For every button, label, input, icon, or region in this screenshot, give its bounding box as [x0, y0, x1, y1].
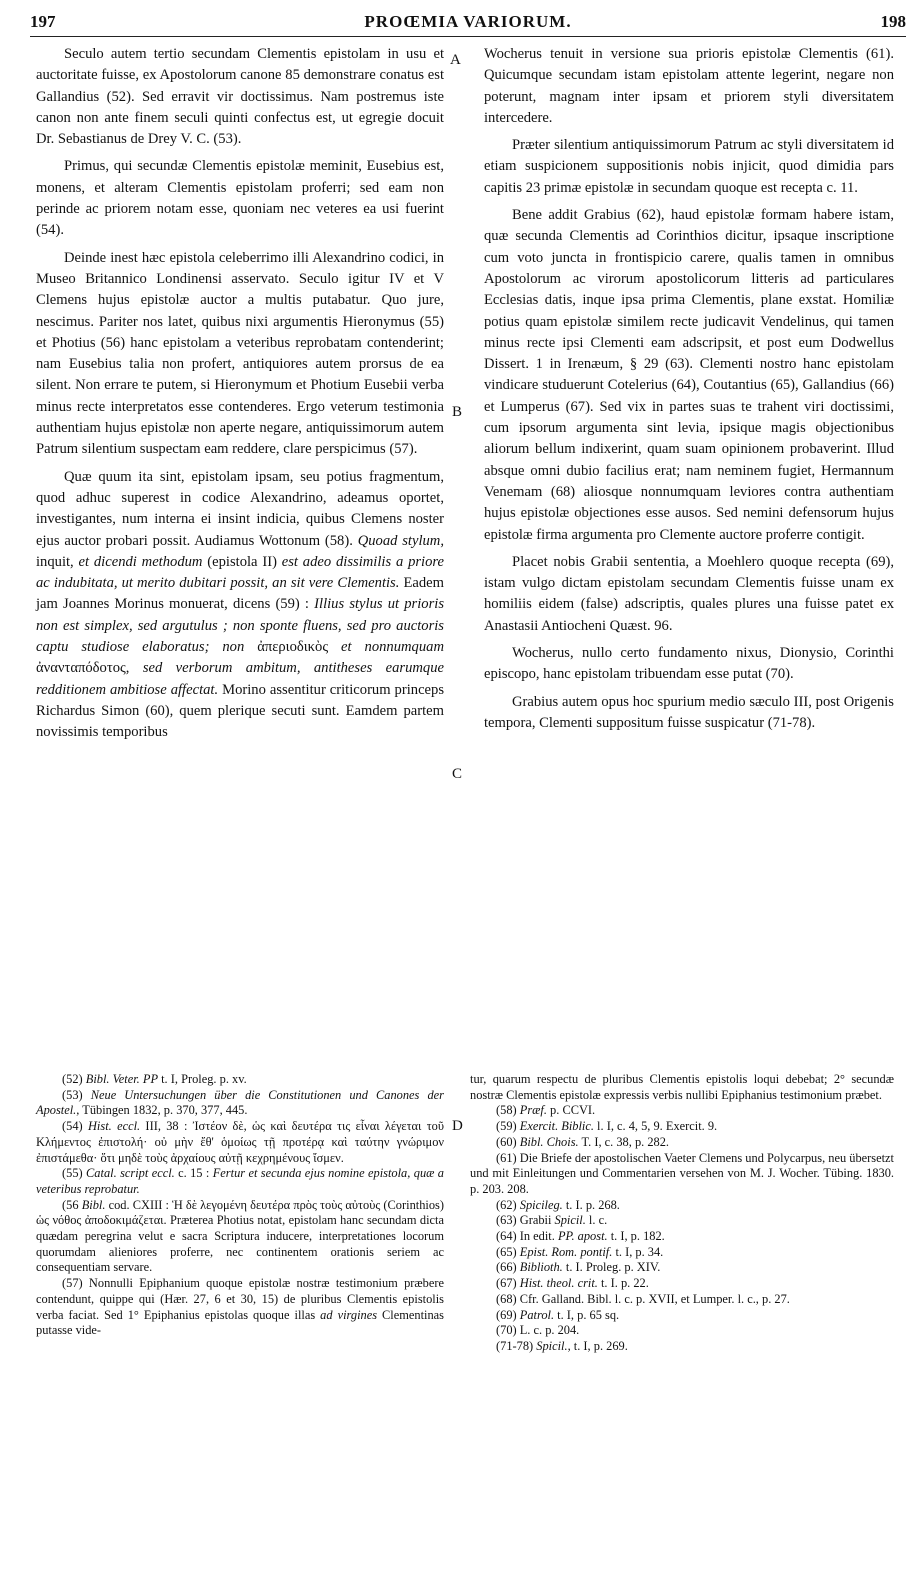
footnote-57-continued: tur, quarum respectu de pluribus Clementis epistolis loqui debebat; 2° secundæ nostræ Clementis epistolæ expressis verbis nullibi Epiphanius testimonium præbet.	[470, 1072, 894, 1102]
footnote-63: (63) Grabii Spicil. l. c.	[496, 1213, 608, 1228]
footnote-69: (69) Patrol. t. I, p. 65 sq.	[496, 1307, 620, 1322]
footnote-58: (58) Præf. p. CCVI.	[496, 1103, 596, 1118]
footnote-54: (54) Hist. eccl. III, 38 : Ἰστέον δὲ, ὡς καὶ δευτέρα τις εἶναι λέγεται τοῦ Κλήμεντος ἐπιστολή· οὐ μὴν ἔθ' ὁμοίως τῇ προτέρᾳ καὶ ταύτην γνώριμον ἐπιστάμεθα· ὅτι μηδὲ τοὺς ἀρχαίους αὐτῇ κεχρημένους ἴσμεν.	[36, 1119, 445, 1165]
margin-marker-d: D	[452, 1118, 463, 1134]
paragraph: Bene addit Grabius (62), haud epistolæ formam habere istam, quæ secunda Clementis ad Corinthios dicitur, ipsaque inscriptione cum voto juncta in frontispicio carere, qualis tamen in omnibus Apostolorum ac virorum apostolicorum litteris ad particulares Ecclesias datis, inque ipsa prima Clementis, plane exstat. Homiliæ potius quam epistolæ similem recte judicavit Vendelinus, qui tamen minus recte ipsi Clementi eam adscripsit, et post eum Dodwellus Dissert. 1 in Irenæum, § 29 (63). Clementi nostro hanc epistolam vindicare studuerunt Cotelerius (64), Coutantius (65), Gallandius (66) et Lumperus (67). Sed vix in partes suas te trahent viri doctissimi, cum ipsorum argumenta sint levia, ipsique magis objectionibus aliorum bellum indixerint, quam suam opinionem probaverint. Illud absque omni dubio facilius erat; nam neminem fugiet, Hermannum Venemam (68) aliosque nonnumquam leviores contra authentiam hujus epistolæ objectiones esse ausos. Sed nemini defensorum hujus epistolæ firma argumenta pro Clemente auctore proferre contigit.	[484, 207, 894, 543]
footnote-61: (61) Die Briefe der apostolischen Vaeter Clemens und Polycarpus, neu übersetzt und mit Einleitungen und Commentarien versehen von M. J. Wocher. Tübing. 1830. p. 203. 208.	[470, 1150, 894, 1196]
running-header	[30, 12, 906, 38]
italic-run: Illius stylus ut prioris non est simplex, sed argutulus ; non sponte fluens, sed pro auctoris captu studiose elaboratus; non	[36, 596, 445, 656]
italic-run: Quoad stylum,	[357, 532, 444, 549]
paragraph: Wocherus, nullo certo fundamento nixus, Dionysio, Corinthi episcopo, hanc epistolam tribuendam esse putat (70).	[484, 645, 894, 683]
footnote-59: (59) Exercit. Biblic. l. I, c. 4, 5, 9. Exercit. 9.	[496, 1119, 718, 1134]
italic-run: et nonnumquam	[328, 639, 444, 656]
footnote-62: (62) Spicileg. t. I. p. 268.	[496, 1197, 620, 1212]
footnote-68: (68) Cfr. Galland. Bibl. l. c. p. XVII, et Lumper. l. c., p. 27.	[496, 1291, 790, 1306]
left-text-column	[36, 44, 444, 750]
paragraph: Seculo autem tertio secundam Clementis epistolam in usu et auctoritate fuisse, ex Apostolorum canone 85 demonstrare conatus est Gallandius (52). Sed erravit vir doctissimus. Nam postremus iste canon non ante finem seculi quinti confectus est, ut egregie docuit Dr. Sebastianus de Drey V. C. (53).	[36, 46, 444, 148]
margin-marker-b: B	[452, 404, 463, 420]
margin-marker-c: C	[452, 766, 463, 782]
footnotes-right	[470, 1072, 894, 1355]
right-text-column	[484, 44, 894, 740]
footnote-67: (67) Hist. theol. crit. t. I. p. 22.	[496, 1276, 649, 1291]
greek-run: ἀνανταπόδοτος,	[36, 660, 130, 677]
footnote-70: (70) L. c. p. 204.	[496, 1323, 580, 1338]
footnote-60: (60) Bibl. Chois. T. I, c. 38, p. 282.	[496, 1134, 670, 1149]
footnote-65: (65) Epist. Rom. pontif. t. I, p. 34.	[496, 1244, 664, 1259]
running-title: PROŒMIA VARIORUM.	[364, 12, 572, 31]
header-rule	[30, 36, 906, 37]
italic-run: est adeo dissimilis a priore ac indubitata, ut merito dubitari possit, an sit vere Clementis.	[36, 553, 445, 592]
footnotes-left	[36, 1072, 444, 1339]
paragraph: Præter silentium antiquissimorum Patrum ac styli diversitatem id etiam suspicionem suppositionis nobis injicit, quod dimidia pars capitis 23 primæ epistolæ in secundam quoque est recepta c. 11.	[484, 137, 894, 196]
footnote-56: (56 Bibl. cod. CXIII : Ἡ δὲ λεγομένη δευτέρα πρὸς τοὺς αὐτοὺς (Corinthios) ὡς νόθος ἀποδοκιμάζεται. Præterea Photius notat, epistolam hanc secundam dicta quædam peregrina velut e sacra Scriptura inducere, interpretationes locorum quorumdam alieniores proferre, nec continentem orationis seriem ac consequentiam servare.	[36, 1197, 444, 1275]
footnote-52: (52) Bibl. Veter. PP t. I, Proleg. p. xv.	[62, 1072, 247, 1086]
paragraph: Placet nobis Grabii sententia, a Moehlero quoque recepta (69), istam vulgo dictam epistolam secundam Clementis fuisse unam ex homiliis eidem (false) adscriptis, quales plures una fuisse patet ex Anastasii Antiocheni Quæst. 96.	[484, 553, 894, 634]
footnote-53: (53) Neue Untersuchungen über die Constitutionen und Canones der Apostel., Tübingen 1832, p. 370, 377, 445.	[36, 1087, 444, 1118]
text-run: Morino assentitur criticorum princeps Richardus Simon (60), quem plerique secuti sunt. Eamdem partem novissimis temporibus	[36, 681, 444, 741]
italic-run: et dicendi methodum	[78, 553, 203, 570]
footnote-64: (64) In edit. PP. apost. t. I, p. 182.	[496, 1229, 665, 1244]
text-run: Eadem jam Joannes Morinus monuerat, dicens (59) :	[36, 575, 444, 613]
text-run: (epistola II)	[202, 553, 282, 570]
greek-run: ἀπεριοδικὸς	[257, 639, 329, 656]
paragraph: Wocherus tenuit in versione sua prioris epistolæ Clementis (61). Quicumque secundam istam epistolam attente legerint, negare non poterunt, magnam inter ipsam et priorem styli diversitatem intercedere.	[484, 46, 894, 126]
footnote-55: (55) Catal. script eccl. c. 15 : Fertur et secunda ejus nomine epistola, quæ a veteribus reprobatur.	[36, 1166, 444, 1196]
footnote-66: (66) Biblioth. t. I. Proleg. p. XIV.	[496, 1260, 661, 1275]
paragraph: Grabius autem opus hoc spurium medio sæculo III, post Origenis tempora, Clementi suppositum fuisse suspicatur (71-78).	[484, 693, 894, 731]
text-run: inquit,	[36, 553, 79, 570]
paragraph	[36, 467, 444, 744]
margin-marker-a: A	[450, 52, 461, 68]
text-run: Quæ quum ita sint, epistolam ipsam, seu potius fragmentum, quod adhuc superest in codice Alexandrino, adeamus oportet, investigantes, num interna ei insint indicia, quibus Clemens noster ejus auctor probari possit. Audiamus Wottonum (58).	[36, 468, 444, 549]
italic-run: sed verborum ambitum, antitheses earumque redditionem ambitiose affectat.	[36, 660, 444, 698]
page-number-left: 197	[30, 12, 56, 31]
footnote-57: (57) Nonnulli Epiphanium quoque epistolæ nostræ testimonium præbere contendunt, quippe qui (Hær. 27, 6 et 30, 15) de pluribus Clementis epistolis verba faciat. Sed 1° Epiphanius epistolas quoque illas ad virgines Clementinas putasse vide-	[36, 1276, 444, 1338]
paragraph: Deinde inest hæc epistola celeberrimo illi Alexandrino codici, in Museo Britannico Londinensi asservato. Seculo igitur IV et V Clemens hujus epistolæ auctor a multis putabatur. Quo jure, nescimus. Pariter nos latet, quibus nixi argumentis Hieronymus (55) et Photius (56) hanc epistolam a veteribus reprobatam contenderint; nam Eusebius talia non profert, antiquiores autem prorsus de ea silent. Non errare te putem, si Hieronymum et Photium Eusebii verba minus recte interpretatos esse contenderes. Ergo veterum testimonia authentiam hujus epistolæ non aperte negare, antiquissimorum autem Patrum silentium suspectam eam reddere, clare perspicimus (57).	[36, 249, 444, 458]
paragraph: Primus, qui secundæ Clementis epistolæ meminit, Eusebius est, monens, et alteram Clementis epistolam proferri; sed eam non perinde ac priorem notam esse, quoniam nec veteres ea usi fuerint (54).	[36, 158, 444, 239]
footnote-71-78: (71-78) Spicil., t. I, p. 269.	[496, 1338, 628, 1353]
page-number-right: 198	[880, 12, 906, 31]
